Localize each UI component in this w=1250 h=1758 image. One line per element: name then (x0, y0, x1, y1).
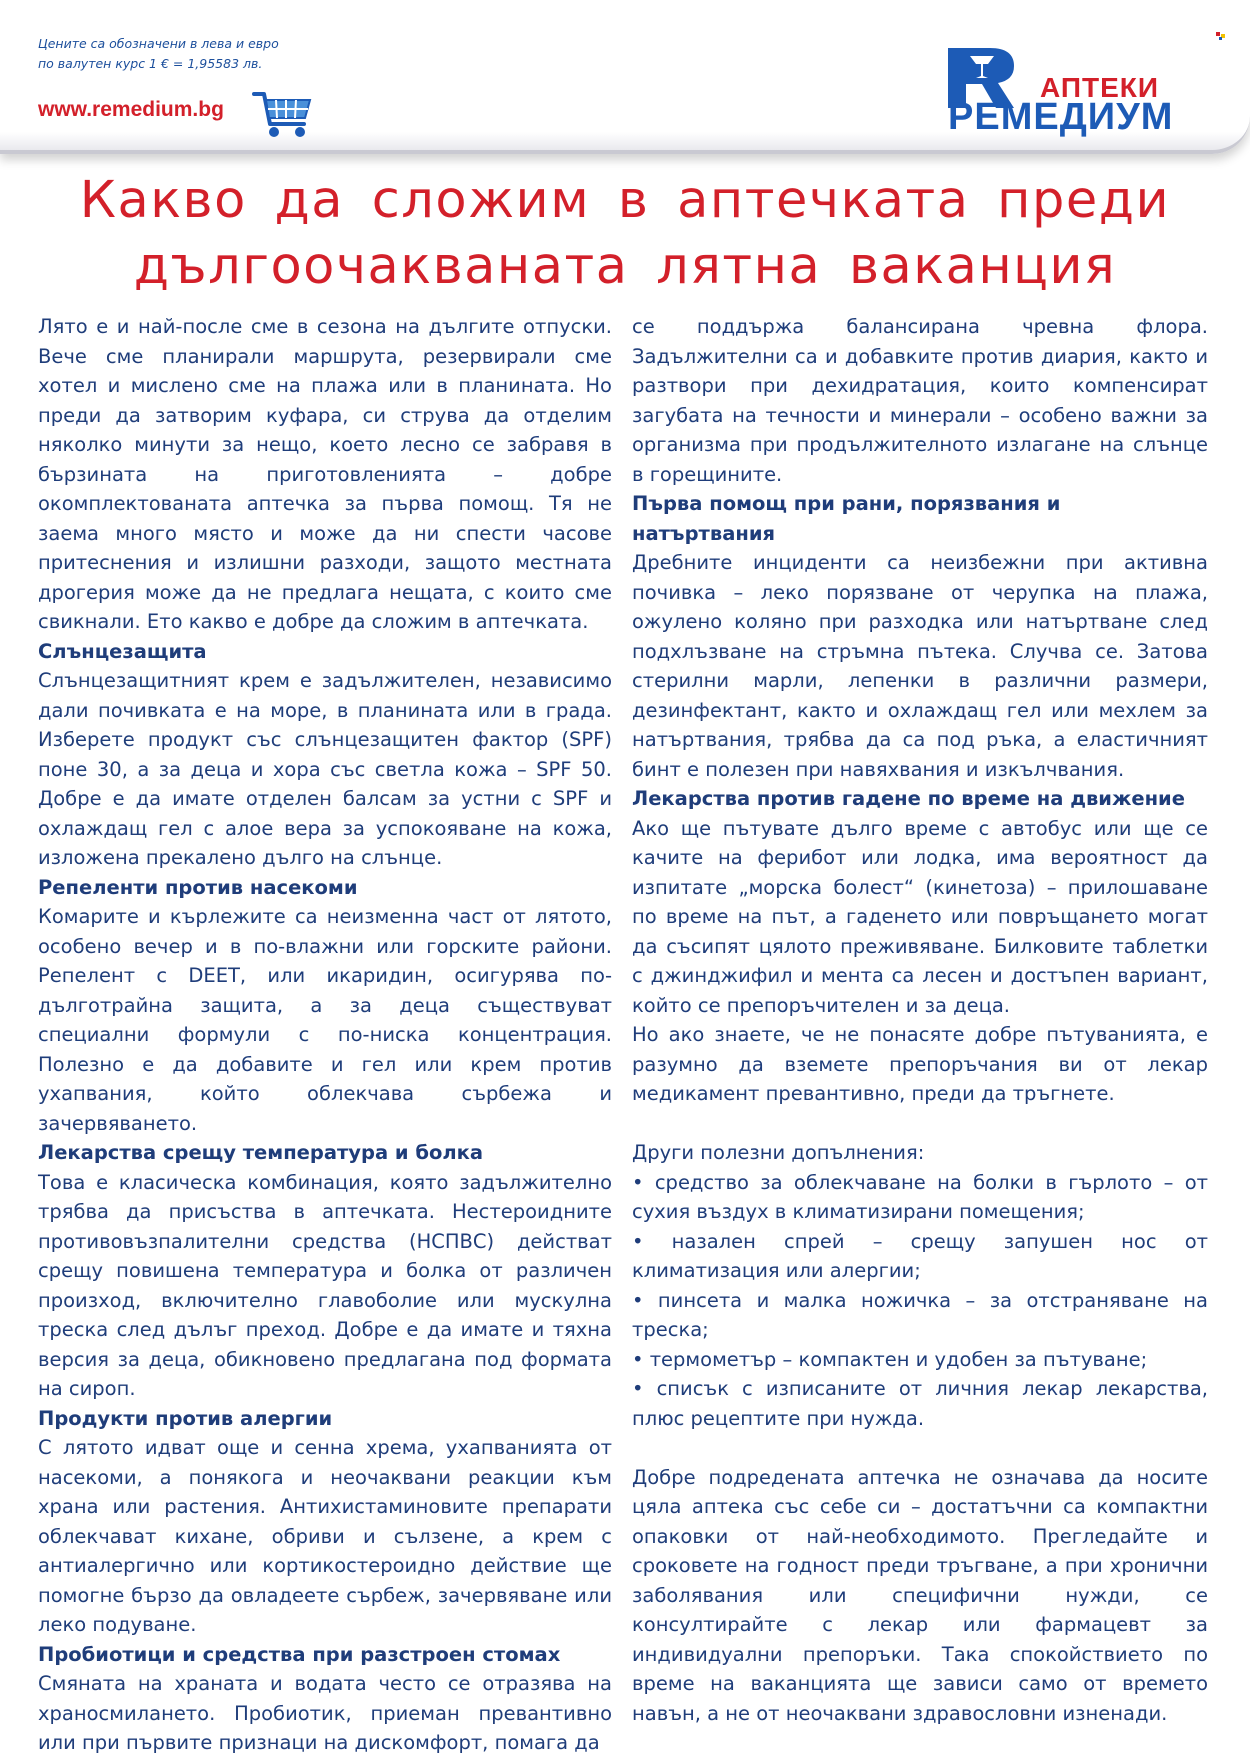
title-line1: Какво да сложим в аптечката преди (79, 171, 1171, 230)
list-item: • назален спрей – срещу запушен нос от климатизация или алергии; (632, 1229, 1208, 1282)
heading-repellents: Репеленти против насекоми (38, 875, 358, 899)
heading-sunscreen: Слънцезащита (38, 639, 207, 663)
price-note (38, 34, 279, 74)
paragraph-doctor-advice: Но ако знаете, че не понасяте добре пътуванията, е разумно да вземете препоръчания ви от лекар медикамент превантивно, преди да тръгнете. (632, 1023, 1208, 1105)
heading-motion-sickness: Лекарства против гадене по време на движение (632, 787, 1185, 810)
list-item: • списък с изписаните от личния лекар лекарства, плюс рецептите при нужда. (632, 1377, 1208, 1430)
price-note-line1: Цените са обозначени в лева и евро (38, 36, 279, 51)
spacer (632, 1433, 1208, 1463)
heading-probiotics: Пробиотици и средства при разстроен стомах (38, 1642, 561, 1666)
right-column (632, 312, 1208, 1728)
title-line2: дългоочакваната лятна ваканция (133, 237, 1117, 296)
list-item: • средство за облекчаване на болки в гърлото – от сухия въздух в климатизирани помещения; (632, 1170, 1208, 1223)
heading-first-aid: Първа помощ при рани, порязвания и натъртвания (632, 492, 1061, 545)
logo-text-remedium: РЕМЕДИУМ (948, 96, 1174, 138)
logo-text-apteki: АПТЕКИ (1040, 72, 1159, 103)
paragraph-fever-pain: Това е класическа комбинация, която задължително трябва да присъства в аптечката. Нестероидните противовъзпалителни средства (НСПВС) действат срещу повишена температура и болка от различен произход, включително главоболие или мускулна треска след дълъг преход. Добре е да имате и тяхна версия за деца, обикновено предлагана под формата на сироп. (38, 1170, 612, 1400)
paragraph-motion-sickness: Ако ще пътувате дълго време с автобус или ще се качите на ферибот или лодка, има вероятност да изпитате „морска болест“ (кинетоза) – прилошаване по време на път, а гаденето или повръщането могат да съсипят цялото преживяване. Билковите таблетки с джинджифил и мента са лесен и достъпен вариант, който се препоръчителен и за деца. (632, 816, 1208, 1017)
other-additions-label: Други полезни допълнения: (632, 1141, 925, 1164)
shopping-cart-icon (252, 88, 314, 140)
paragraph-repellents: Комарите и кърлежите са неизменна част от лятото, особено вечер и в по-влажни или горските райони. Репелент с DEET, или икаридин, осигурява по-дълготрайна защита, а за деца съществуват специални формули с по-ниска концентрация. Полезно е да добавите и гел или крем против ухапвания, който облекчава сърбежа и зачервяването. (38, 905, 612, 1135)
paragraph-final: Добре подредената аптечка не означава да носите цяла аптека със себе си – достатъчни са компактни опаковки от най-необходимото. Прегледайте и сроковете на годност преди тръгване, а при хронични заболявания или специфични нужди, се консултирайте с лекар или фармацевт за индивидуални препоръки. Така спокойствието по време на ваканцията ще зависи само от времето навън, а не от неочаквани здравословни изненади. (632, 1465, 1208, 1725)
paragraph-first-aid: Дребните инциденти са неизбежни при активна почивка – леко порязване от черупка на плажа, ожулено коляно при разходка или натъртване след подхлъзване на стръмна пътека. Случва се. Затова стерилни марли, лепенки в различни размери, дезинфектант, както и охлаждащ гел или мехлем за натъртвания, трябва да са под ръка, а еластичният бинт е полезен при навяхвания и изкълчвания. (632, 551, 1208, 781)
corner-mark-icon (1216, 32, 1228, 40)
intro-paragraph: Лято е и най-после сме в сезона на дългите отпуски. Вече сме планирали маршрута, резервирали сме хотел и мислено сме на плажа или в планината. Но преди да затворим куфара, си струва да отделим няколко минути за нещо, което лесно се забравя в бързината на приготовленията – добре окомплектованата аптечка за първа помощ. Тя не заема много място и може да ни спести часове притеснения и излишни разходи, защото местната дрогерия може да не предлага нещата, с които сме свикнали. Ето какво е добре да сложим в аптечката. (38, 315, 612, 633)
spacer (632, 1109, 1208, 1139)
site-link[interactable]: www.remedium.bg (38, 98, 224, 121)
brand-logo (948, 48, 1188, 138)
list-item: • пинсета и малка ножичка – за отстраняване на треска; (632, 1288, 1208, 1341)
price-note-line2: по валутен курс 1 € = 1,95583 лв. (38, 56, 263, 71)
article-title (40, 168, 1210, 300)
paragraph-sunscreen: Слънцезащитният крем е задължителен, независимо дали почивката е на море, в планината или в града. Изберете продукт със слънцезащитен фактор (SPF) поне 30, а за деца и хора със светла кожа – SPF 50. Добре е да имате отделен балсам за устни с SPF и охлаждащ гел с алое вера за успокояване на кожа, изложена прекалено дълго на слънце. (38, 669, 612, 869)
heading-fever-pain: Лекарства срещу температура и болка (38, 1141, 484, 1164)
paragraph-probiotics: Смяната на храната и водата често се отразява на храносмилането. Пробиотик, приеман превантивно или при първите признаци на дискомфорт, помага да (38, 1672, 612, 1754)
left-column (38, 312, 612, 1758)
paragraph-allergy: С лятото идват още и сенна хрема, ухапванията от насекоми, а понякога и неочаквани реакции към храна или растения. Антихистаминовите препарати облекчават кихане, обриви и сълзене, а крем с антиалергично или кортикостероидно действие ще помогне бързо да овладеете сърбеж, зачервяване или леко подуване. (38, 1436, 612, 1636)
paragraph-probiotics-continued: се поддържа балансирана чревна флора. Задължителни са и добавките против диария, както и разтвори при дехидратация, които компенсират загубата на течности и минерали – особено важни за организма при продължителното излагане на слънце в горещините. (632, 315, 1208, 486)
list-item: • термометър – компактен и удобен за пътуване; (632, 1347, 1148, 1371)
heading-allergy: Продукти против алергии (38, 1406, 333, 1430)
header-banner (0, 0, 1250, 154)
